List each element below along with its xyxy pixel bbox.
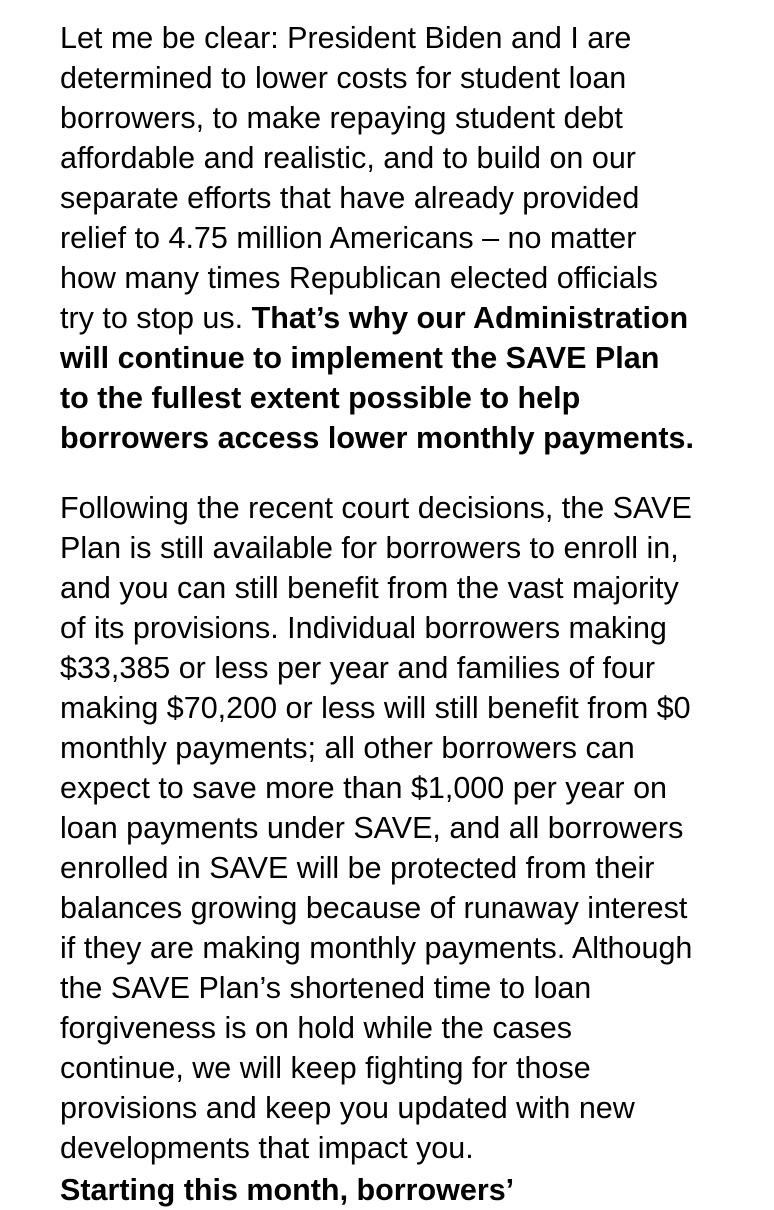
bold-text-line: to the fullest extent possible to help <box>60 381 581 415</box>
text-line: balances growing because of runaway interest <box>60 891 688 925</box>
paragraph-3-partial: Starting this month, borrowers’ <box>60 1173 515 1207</box>
text-line: separate efforts that have already provided <box>60 181 640 215</box>
letter-body <box>60 18 760 1198</box>
text-line: $33,385 or less per year and families of four <box>60 651 656 685</box>
text-line: if they are making monthly payments. Although <box>60 931 693 965</box>
text-line: affordable and realistic, and to build on our <box>60 141 636 175</box>
bold-text-line: will continue to implement the SAVE Plan <box>60 341 660 375</box>
bold-text-line: borrowers access lower monthly payments. <box>60 421 694 455</box>
text-line: developments that impact you. <box>60 1131 474 1165</box>
text-line: Let me be clear: President Biden and I are <box>60 21 632 55</box>
text-line: making $70,200 or less will still benefit from $0 <box>60 691 691 725</box>
text-line: borrowers, to make repaying student debt <box>60 101 623 135</box>
paragraph-2 <box>60 488 760 1168</box>
text-line: determined to lower costs for student loan <box>60 61 627 95</box>
text-line: expect to save more than $1,000 per year on <box>60 771 667 805</box>
bold-text-run: That’s why our Administration <box>251 301 689 335</box>
text-line: how many times Republican elected officials <box>60 261 658 295</box>
text-line: forgiveness is on hold while the cases <box>60 1011 573 1045</box>
text-line: enrolled in SAVE will be protected from their <box>60 851 655 885</box>
text-run: try to stop us. <box>60 301 252 335</box>
text-line: monthly payments; all other borrowers can <box>60 731 635 765</box>
text-line: provisions and keep you updated with new <box>60 1091 635 1125</box>
mixed-text-line <box>60 298 760 338</box>
text-line: loan payments under SAVE, and all borrowers <box>60 811 684 845</box>
text-line: and you can still benefit from the vast majority <box>60 571 679 605</box>
text-line: relief to 4.75 million Americans – no matter <box>60 221 637 255</box>
text-line: Following the recent court decisions, the SAVE <box>60 491 692 525</box>
text-line: the SAVE Plan’s shortened time to loan <box>60 971 592 1005</box>
text-line: of its provisions. Individual borrowers making <box>60 611 667 645</box>
text-line: continue, we will keep fighting for those <box>60 1051 591 1085</box>
text-line: Plan is still available for borrowers to enroll in, <box>60 531 679 565</box>
paragraph-1 <box>60 18 760 458</box>
